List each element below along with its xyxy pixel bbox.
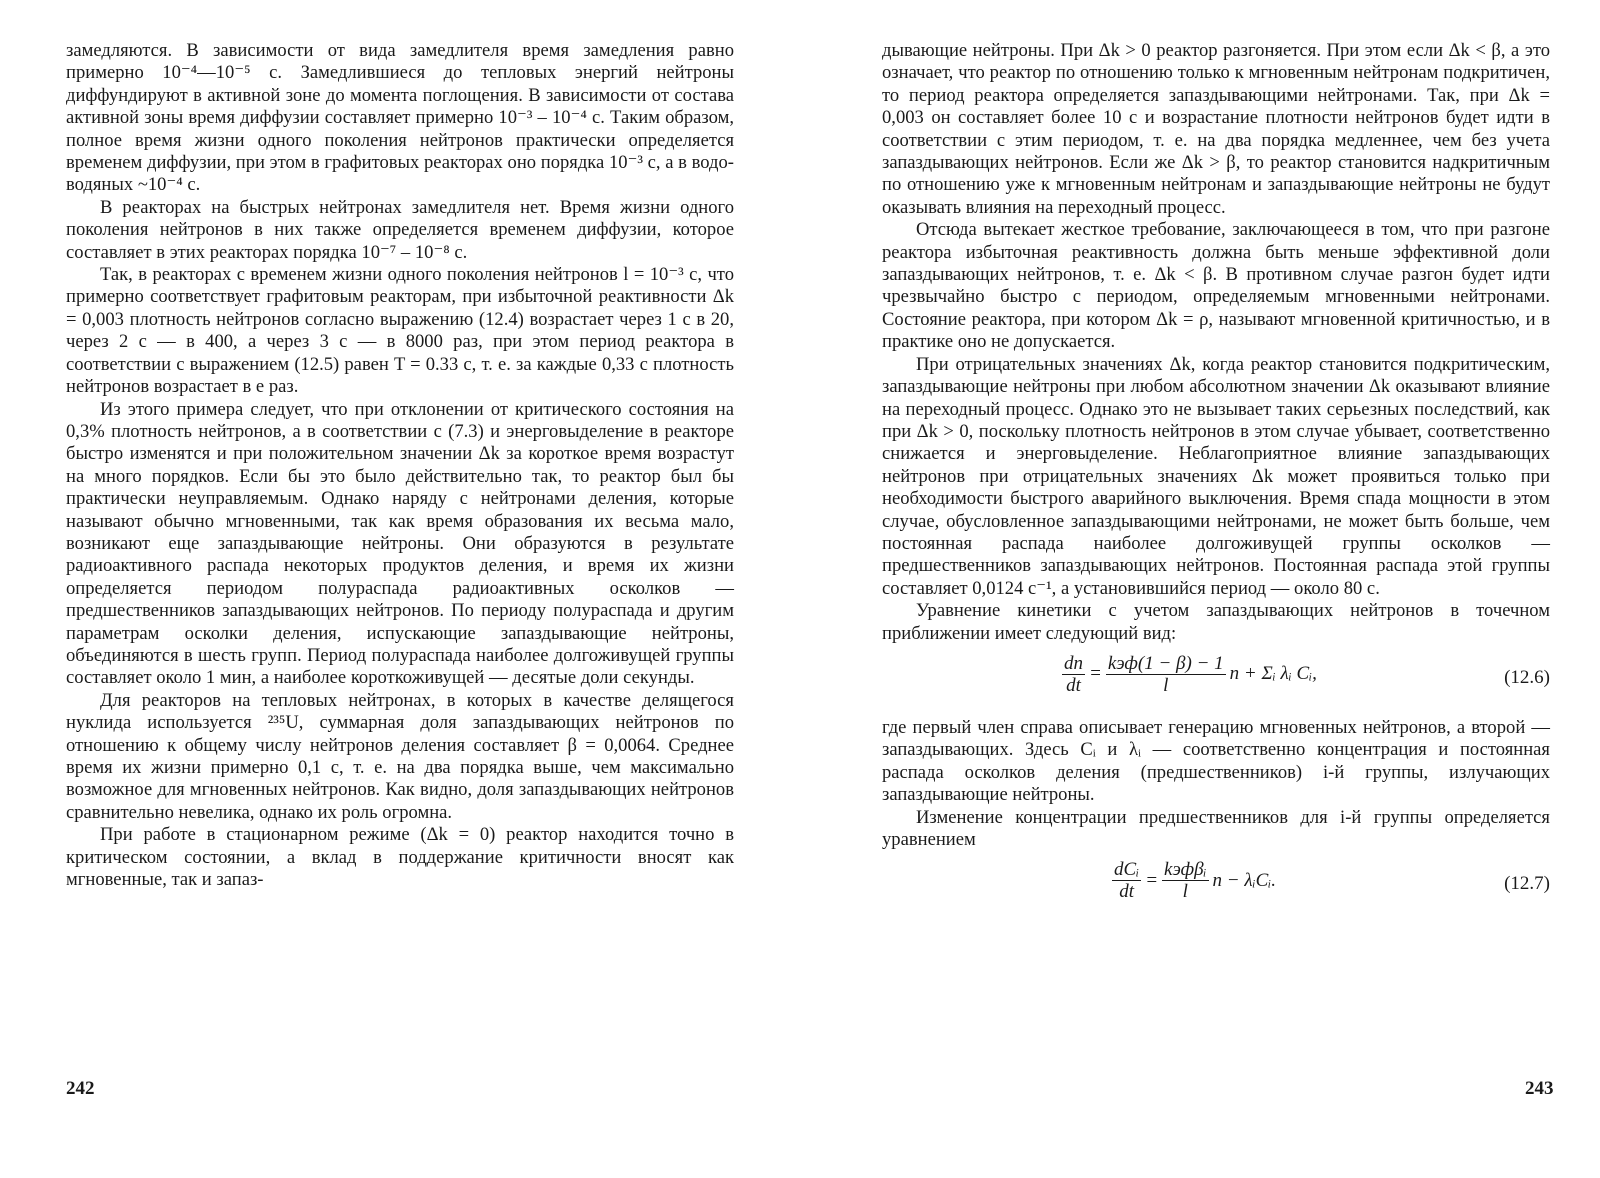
equation-12-6 [882,649,1550,711]
fraction [1062,653,1085,696]
left-page [66,40,734,891]
fraction [1112,859,1141,902]
paragraph: Отсюда вытекает жесткое требование, заключающееся в том, что при разгоне реактора избыточная реактивность должна быть меньше эффективной доли запаздывающих нейтронов, т. е. Δk < β. В противном случае разгон будет идти чрезвычайно быстро с периодом, определяемым мгновенными нейтронами. Состояние реактора, при котором Δk = ρ, называют мгновенной критичностью, и в практике оно не допускается. [882,219,1550,353]
numerator: dn [1064,652,1083,674]
equals-sign: = [1145,869,1159,891]
equation-tail: n + Σᵢ λᵢ Cᵢ, [1229,663,1317,685]
paragraph: Из этого примера следует, что при отклонении от критического состояния на 0,3% плотность нейтронов, а в соответствии с (7.3) и энерговыделение в реакторе быстро изменятся и при положительном значении Δk за короткое время возрастут на много порядков. Если бы это было действительно так, то реактор был бы практически неуправляемым. Однако наряду с нейтронами деления, которые называют обычно мгновенными, так как время образования их весьма мало, возникают еще запаздывающие нейтроны. Они образуются в результате радиоактивного распада некоторых продуктов деления, и время их жизни определяется периодом полураспада радиоактивных осколков — предшественников запаздывающих нейтронов. По периоду полураспада и другим параметрам осколки деления, испускающие запаздывающие нейтроны, объединяются в шесть групп. Период полураспада наиболее долгоживущей группы составляет около 1 мин, а наиболее короткоживущей — десятые доли секунды. [66,398,734,689]
paragraph: Так, в реакторах с временем жизни одного поколения нейтронов l = 10⁻³ с, что примерно соответствует графитовым реакторам, при избыточной реактивности Δk = 0,003 плотность нейтронов согласно выражению (12.4) возрастает через 1 с в 20, через 2 с — в 400, а через 3 с — в 8000 раз, при этом период реактора в соответствии с выражением (12.5) равен T = 0.33 с, т. е. за каждые 0,33 с плотность нейтронов возрастает в е раз. [66,264,734,398]
equation-number: (12.7) [1504,873,1550,895]
paragraph: где первый член справа описывает генерацию мгновенных нейтронов, а второй — запаздывающих. Здесь Cᵢ и λᵢ — соответственно концентрация и постоянная распада осколков деления (предшественников) i-й группы, излучающих запаздывающие нейтроны. [882,716,1550,806]
numerator: dCᵢ [1114,859,1140,881]
page-number-left: 242 [66,1078,95,1099]
right-page [882,40,1550,923]
page-number-right: 243 [1525,1078,1554,1099]
paragraph: При отрицательных значениях Δk, когда реактор становится подкритическим, запаздывающие нейтроны при любом абсолютном значении Δk оказывают влияние на переходный процесс. Однако это не вызывает таких серьезных последствий, как при Δk > 0, поскольку плотность нейтронов в этом случае убывает, соответственно снижается и энерговыделение. Неблагоприятное влияние запаздывающих нейтронов при отрицательных значениях Δk может проявиться только при необходимости быстрого аварийного выключения. Время спада мощности в этом случае, обусловленное запаздывающими нейтронами, не может быть больше, чем постоянная распада наиболее долгоживущей группы осколков — предшественников запаздывающих нейтронов. Постоянная распада этой группы составляет 0,0124 с⁻¹, а установившийся период — около 80 с. [882,353,1550,599]
paragraph: Изменение концентрации предшественников для i-й группы определяется уравнением [882,806,1550,850]
fraction [1106,653,1226,696]
equation-tail: n − λᵢCᵢ. [1212,869,1277,891]
numerator: kэфβᵢ [1164,859,1207,881]
paragraph: Для реакторов на тепловых нейтронах, в которых в качестве делящегося нуклида используется ²³⁵U, суммарная доля запаздывающих нейтронов по отношению к общему числу нейтронов деления составляет β = 0,0064. Среднее время их жизни примерно 0,1 с, т. е. на два порядка выше, чем максимально возможное для мгновенных нейтронов. Как видно, доля запаздывающих нейтронов сравнительно невелика, однако их роль огромна. [66,689,734,823]
paragraph: замедляются. В зависимости от вида замедлителя время замедления равно примерно 10⁻⁴—10⁻⁵ с. Замедлившиеся до тепловых энергий нейтроны диффундируют в активной зоне до момента поглощения. В зависимости от состава активной зоны время диффузии составляет примерно 10⁻³ – 10⁻⁴ с. Таким образом, полное время жизни одного поколения нейтронов практически определяется временем диффузии, при этом в графитовых реакторах оно порядка 10⁻³ с, а в водо-водяных ~10⁻⁴ с. [66,40,734,196]
denominator: l [1163,674,1169,696]
paragraph: При работе в стационарном режиме (Δk = 0) реактор находится точно в критическом состоянии, а вклад в поддержание критичности вносят как мгновенные, так и запаз- [66,824,734,891]
paragraph: В реакторах на быстрых нейтронах замедлителя нет. Время жизни одного поколения нейтронов в них также определяется временем диффузии, которое составляет в этих реакторах порядка 10⁻⁷ – 10⁻⁸ с. [66,196,734,263]
paragraph: дывающие нейтроны. При Δk > 0 реактор разгоняется. При этом если Δk < β, а это означает, что реактор по отношению только к мгновенным нейтронам подкритичен, то период реактора определяется запаздывающими нейтронами. Так, при Δk = 0,003 он составляет более 10 с и возрастание плотности нейтронов будет идти в соответствии с этим периодом, т. е. на два порядка медленнее, чем без учета запаздывающих нейтронов. Если же Δk > β, то реактор становится надкритичным по отношению уже к мгновенным нейтронам и запаздывающие нейтроны не будут оказывать влияния на переходный процесс. [882,40,1550,218]
denominator: l [1182,881,1188,903]
equation-number: (12.6) [1504,666,1550,688]
equation-12-7 [882,855,1550,917]
paragraph: Уравнение кинетики с учетом запаздывающих нейтронов в точечном приближении имеет следующий вид: [882,600,1550,644]
numerator: kэф(1 − β) − 1 [1107,652,1224,674]
fraction [1162,859,1209,902]
denominator: dt [1066,674,1081,696]
denominator: dt [1119,881,1134,903]
equals-sign: = [1089,663,1102,685]
